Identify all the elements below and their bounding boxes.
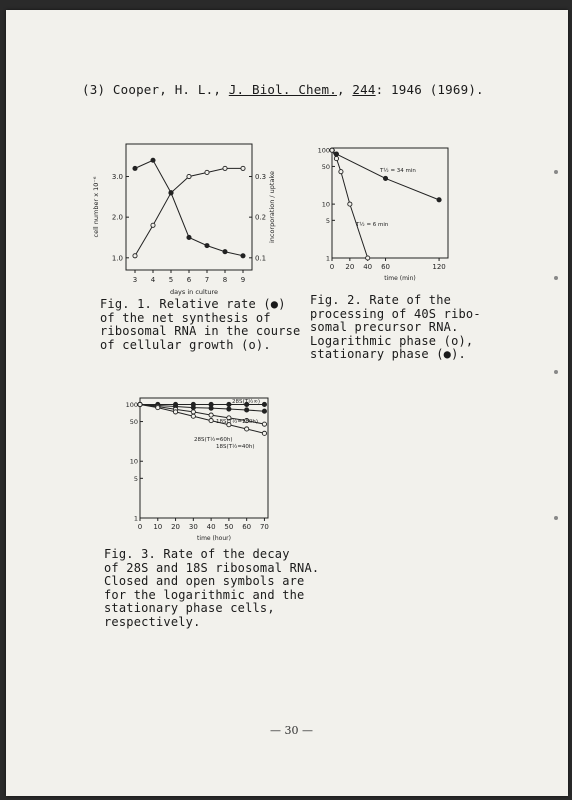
data-point-3-7	[262, 431, 266, 435]
binding-hole	[554, 370, 558, 374]
figure-2-caption: Fig. 2. Rate of the processing of 40S ribo- somal precursor RNA. Logarithmic phase (o), stationary phase (●).	[310, 293, 481, 361]
x-tick-label: 10	[153, 523, 163, 531]
x-tick-label: 50	[224, 523, 234, 531]
series-line-0	[135, 168, 243, 255]
x-tick-label: 0	[137, 523, 143, 531]
y-tick-label: 50	[321, 162, 330, 171]
plot-frame	[126, 144, 252, 270]
data-point-1-4	[209, 406, 213, 410]
figure-3-chart	[110, 388, 290, 548]
data-point-1-2	[169, 191, 173, 195]
figure-2-chart	[302, 130, 462, 300]
data-point-1-1	[151, 158, 155, 162]
binding-hole	[554, 170, 558, 174]
annotation-label: 28S(T½∞)	[232, 399, 261, 405]
x-tick-label: 7	[204, 276, 210, 284]
data-point-2-3	[191, 410, 195, 414]
data-point-0-5	[227, 402, 231, 406]
y-tick-label: 10	[321, 200, 330, 209]
reference-separator: ,	[336, 82, 353, 97]
reference-pages-year: : 1946 (1969).	[375, 82, 484, 97]
annotation-label: 28S(T½=60h)	[194, 437, 233, 443]
data-point-1-0	[133, 166, 137, 170]
data-point-3-6	[245, 427, 249, 431]
annotation-label: 18S(T½=180h)	[216, 419, 259, 425]
data-point-3-2	[173, 410, 177, 414]
data-point-3-1	[156, 406, 160, 410]
data-point-3-0	[138, 402, 142, 406]
figure-1-chart	[84, 130, 294, 305]
data-point-1-3	[348, 202, 352, 206]
data-point-2-7	[262, 422, 266, 426]
data-point-2-4	[209, 413, 213, 417]
figure-3-caption: Fig. 3. Rate of the decay of 28S and 18S ribosomal RNA. Closed and open symbols are for the logarithmic and the stationary phase cells, respectively.	[104, 547, 320, 629]
x-tick-label: 20	[171, 523, 181, 531]
x-tick-label: 30	[188, 523, 198, 531]
data-point-0-1	[151, 223, 155, 227]
annotation-label: T½ = 34 min	[380, 168, 416, 174]
x-tick-label: 3	[132, 276, 138, 284]
data-point-3-4	[209, 418, 213, 422]
figure-1-caption: Fig. 1. Relative rate (●) of the net synthesis of ribosomal RNA in the course of cellular growth (o).	[100, 297, 301, 352]
x-tick-label: 0	[329, 263, 335, 271]
data-point-1-6	[241, 254, 245, 258]
x-tick-label: 20	[345, 263, 355, 271]
x-tick-label: 40	[206, 523, 216, 531]
x-tick-label: 40	[363, 263, 373, 271]
y2-axis-label: incorporation / uptake	[268, 171, 276, 243]
annotation-label: 18S(T½=40h)	[216, 444, 255, 450]
series-line-0	[332, 150, 439, 200]
reference-volume: 244	[352, 82, 376, 97]
y-tick-label: 10	[129, 457, 138, 466]
x-tick-label: 5	[168, 276, 174, 284]
data-point-1-3	[187, 235, 191, 239]
data-point-0-4	[205, 170, 209, 174]
y-tick-label: 2.0	[111, 213, 123, 222]
x-tick-label: 60	[381, 263, 390, 271]
y-tick-label: 3.0	[111, 173, 123, 182]
x-tick-label: 8	[222, 276, 228, 284]
y-tick-label: 5	[325, 216, 330, 225]
data-point-1-1	[334, 156, 338, 160]
y-tick-label: 1	[133, 514, 138, 523]
y-tick-label: 100	[317, 146, 330, 155]
x-tick-label: 9	[240, 276, 246, 284]
y-tick-label: 5	[133, 474, 138, 483]
x-tick-label: 120	[432, 263, 446, 271]
reference-journal: J. Biol. Chem.	[228, 82, 337, 97]
x-tick-label: 4	[150, 276, 156, 284]
x-axis-label: days in culture	[169, 288, 219, 296]
reference-authors: (3) Cooper, H. L.,	[82, 82, 229, 97]
data-point-1-3	[191, 406, 195, 410]
data-point-0-3	[187, 174, 191, 178]
y2-tick-label: 0.2	[255, 213, 267, 222]
x-axis-label: time (hour)	[197, 535, 231, 542]
y-tick-label: 1	[325, 254, 330, 263]
data-point-1-0	[330, 148, 334, 152]
page-number: — 30 —	[270, 724, 313, 737]
data-point-0-2	[383, 176, 387, 180]
data-point-1-6	[245, 408, 249, 412]
y-tick-label: 1.0	[111, 254, 123, 263]
y2-tick-label: 0.3	[255, 173, 267, 182]
data-point-0-7	[262, 402, 266, 406]
x-tick-label: 6	[186, 276, 192, 284]
plot-frame	[140, 398, 268, 518]
y-axis-label: cell number x 10⁻⁶	[92, 176, 100, 238]
y-tick-label: 100	[125, 400, 138, 409]
data-point-1-7	[262, 409, 266, 413]
x-axis-label: time (min)	[384, 275, 416, 282]
data-point-1-4	[366, 256, 370, 260]
data-point-1-2	[339, 170, 343, 174]
y2-tick-label: 0.1	[255, 254, 267, 263]
x-tick-label: 60	[242, 523, 252, 531]
binding-hole	[554, 516, 558, 520]
x-tick-label: 70	[259, 523, 269, 531]
data-point-0-3	[437, 198, 441, 202]
data-point-1-5	[227, 407, 231, 411]
data-point-0-0	[133, 254, 137, 258]
reference-line	[82, 82, 484, 97]
document-page	[6, 10, 568, 796]
binding-hole	[554, 276, 558, 280]
data-point-3-3	[191, 414, 195, 418]
data-point-1-5	[223, 250, 227, 254]
data-point-0-5	[223, 166, 227, 170]
data-point-1-4	[205, 244, 209, 248]
annotation-label: T½ = 6 min	[356, 222, 389, 228]
data-point-0-6	[241, 166, 245, 170]
y-tick-label: 50	[129, 418, 138, 427]
